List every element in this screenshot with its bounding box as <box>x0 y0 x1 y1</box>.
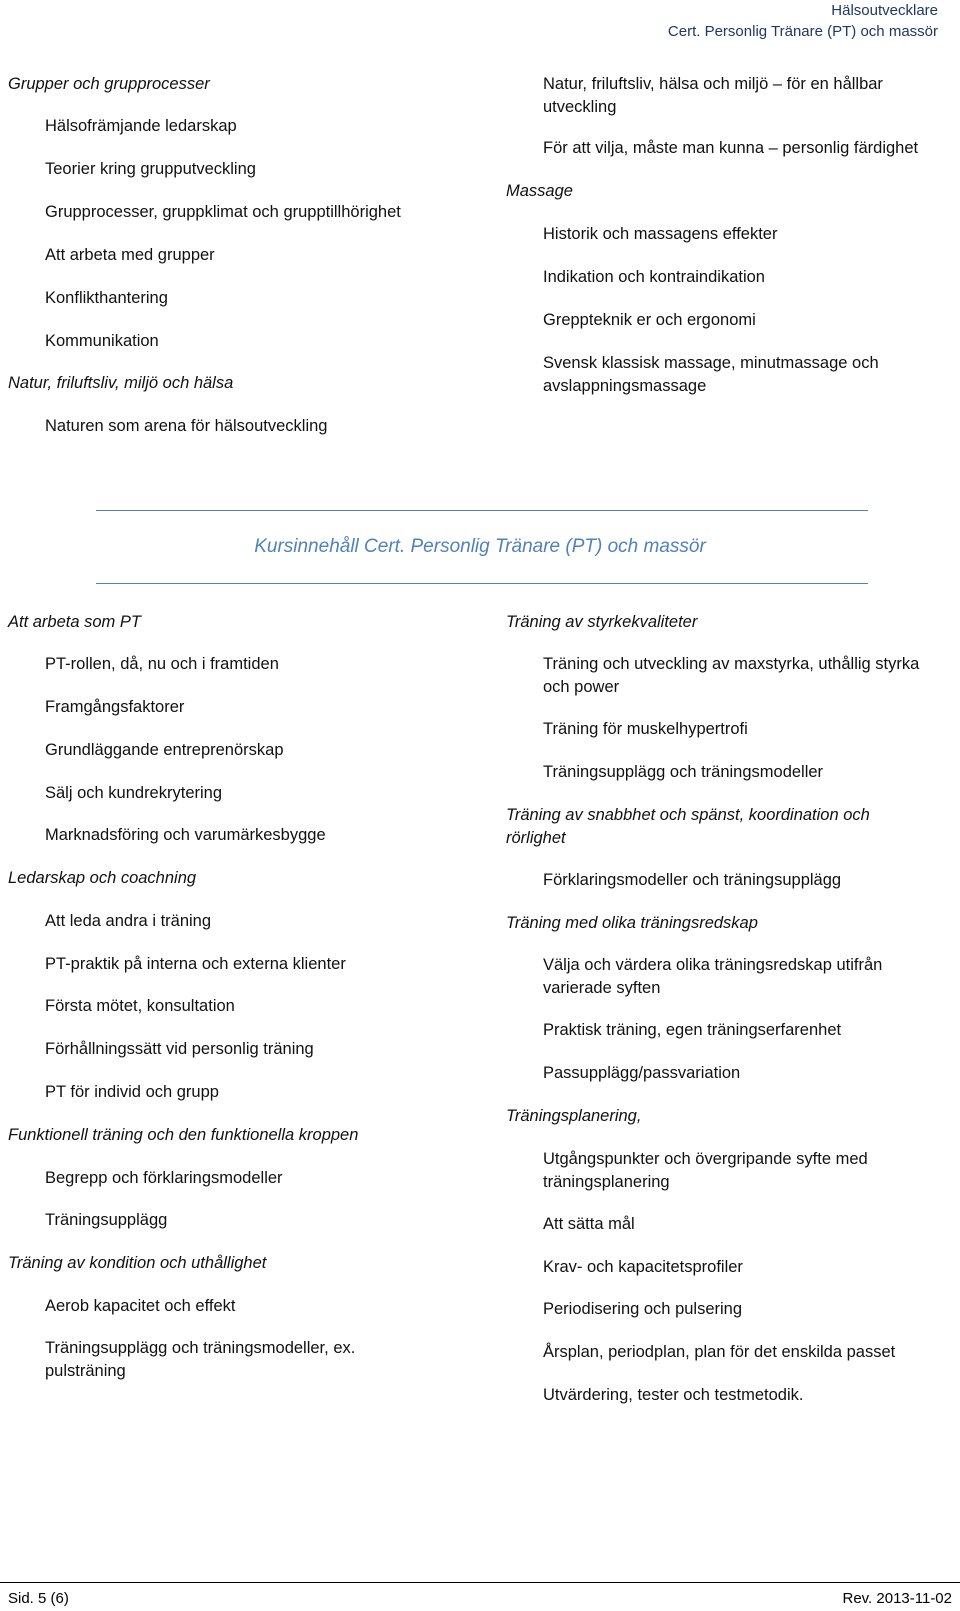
list-item <box>45 287 168 310</box>
item-text: Årsplan, periodplan, plan för det enskilda passet <box>543 1343 896 1361</box>
list-item <box>45 1337 355 1383</box>
item-text: Att arbeta som PT <box>8 613 141 631</box>
list-item <box>45 824 326 847</box>
list-item <box>543 869 841 892</box>
footer-revision: Rev. 2013-11-02 <box>842 1590 952 1607</box>
section-heading <box>8 372 233 395</box>
item-text: Massage <box>506 182 573 200</box>
item-text: Praktisk träning, egen träningserfarenhet <box>543 1021 842 1039</box>
item-text: PT-rollen, då, nu och i framtiden <box>45 655 279 673</box>
list-item <box>543 1019 841 1042</box>
item-text: Utgångspunkter och övergripande syfte med <box>543 1150 868 1168</box>
item-text-continued: varierade syften <box>543 979 661 997</box>
list-item <box>543 137 918 160</box>
item-text: Teorier kring grupputveckling <box>45 160 256 178</box>
section-rule-top <box>96 510 868 511</box>
item-text: Grupper och grupprocesser <box>8 75 210 93</box>
item-text: Träning av snabbhet och spänst, koordination och <box>506 806 870 824</box>
list-item <box>45 782 222 805</box>
item-text: Krav- och kapacitetsprofiler <box>543 1258 743 1276</box>
list-item <box>45 1167 283 1190</box>
item-text: Att sätta mål <box>543 1215 635 1233</box>
list-item <box>543 718 748 741</box>
item-text: Utvärdering, tester och testmetodik. <box>543 1386 804 1404</box>
list-item <box>45 1295 235 1318</box>
list-item <box>45 653 279 676</box>
section-heading <box>506 611 697 634</box>
item-text: Att arbeta med grupper <box>45 246 215 264</box>
section-heading <box>8 611 141 634</box>
list-item <box>45 1209 167 1232</box>
list-item <box>45 330 159 353</box>
list-item <box>543 1256 743 1279</box>
list-item <box>543 309 756 332</box>
item-text-continued: rörlighet <box>506 829 566 847</box>
list-item <box>543 223 777 246</box>
item-text: Förklaringsmodeller och träningsupplägg <box>543 871 842 889</box>
item-text: Grundläggande entreprenörskap <box>45 741 284 759</box>
footer-page-number: Sid. 5 (6) <box>8 1590 69 1607</box>
item-text: Träningsupplägg och träningsmodeller, ex. <box>45 1339 356 1357</box>
list-item <box>45 201 401 224</box>
item-text: Naturen som arena för hälsoutveckling <box>45 417 328 435</box>
item-text: Kommunikation <box>45 332 159 350</box>
list-item <box>543 761 823 784</box>
list-item <box>45 953 346 976</box>
list-item <box>45 995 235 1018</box>
list-item <box>543 266 765 289</box>
section-heading <box>506 180 573 203</box>
list-item <box>543 73 883 119</box>
item-text-continued: och power <box>543 678 620 696</box>
item-text: Träning för muskelhypertrofi <box>543 720 748 738</box>
section-heading <box>506 804 870 850</box>
list-item <box>543 1213 635 1236</box>
item-text: Träning av styrkekvaliteter <box>506 613 698 631</box>
list-item <box>45 1038 314 1061</box>
list-item <box>543 1062 740 1085</box>
header-subtitle: Cert. Personlig Tränare (PT) och massör <box>667 23 938 40</box>
section-heading <box>8 867 196 890</box>
section-heading <box>506 912 758 935</box>
item-text: Konflikthantering <box>45 289 168 307</box>
item-text: Natur, friluftsliv, hälsa och miljö – för en hållbar <box>543 75 883 93</box>
list-item <box>543 954 882 1000</box>
item-text: Välja och värdera olika träningsredskap utifrån <box>543 956 883 974</box>
item-text: Indikation och kontraindikation <box>543 268 765 286</box>
page-header <box>668 0 938 42</box>
item-text: Greppteknik er och ergonomi <box>543 311 756 329</box>
section-rule-bottom <box>96 583 868 584</box>
list-item <box>45 115 237 138</box>
item-text: Svensk klassisk massage, minutmassage och <box>543 354 879 372</box>
item-text-continued: utveckling <box>543 98 617 116</box>
item-text: Natur, friluftsliv, miljö och hälsa <box>8 374 234 392</box>
list-item <box>543 1341 895 1364</box>
item-text: Träning med olika träningsredskap <box>506 914 758 932</box>
section-heading <box>8 1124 358 1147</box>
list-item <box>543 1384 803 1407</box>
item-text: Aerob kapacitet och effekt <box>45 1297 236 1315</box>
list-item <box>543 1148 868 1194</box>
item-text: Begrepp och förklaringsmodeller <box>45 1169 283 1187</box>
item-text: Framgångsfaktorer <box>45 698 185 716</box>
list-item <box>45 158 256 181</box>
list-item <box>45 910 211 933</box>
item-text: Träningsupplägg och träningsmodeller <box>543 763 824 781</box>
item-text: För att vilja, måste man kunna – personlig färdighet <box>543 139 919 157</box>
item-text: PT-praktik på interna och externa klienter <box>45 955 346 973</box>
list-item <box>543 653 919 699</box>
section-heading <box>8 73 210 96</box>
item-text: Hälsofrämjande ledarskap <box>45 117 237 135</box>
item-text: Första mötet, konsultation <box>45 997 235 1015</box>
item-text: Att leda andra i träning <box>45 912 212 930</box>
footer-rule <box>0 1582 960 1583</box>
list-item <box>45 696 184 719</box>
section-heading <box>8 1252 266 1275</box>
item-text: Sälj och kundrekrytering <box>45 784 223 802</box>
section-title: Kursinnehåll Cert. Personlig Tränare (PT) och massör <box>254 536 706 557</box>
section-heading <box>506 1105 641 1128</box>
list-item <box>45 415 327 438</box>
item-text-continued: pulsträning <box>45 1362 126 1380</box>
item-text-continued: avslappningsmassage <box>543 377 707 395</box>
item-text: Träningsupplägg <box>45 1211 168 1229</box>
item-text: Historik och massagens effekter <box>543 225 778 243</box>
item-text: Träning av kondition och uthållighet <box>8 1254 267 1272</box>
list-item <box>543 352 879 398</box>
list-item <box>45 244 215 267</box>
item-text: Träning och utveckling av maxstyrka, uthållig styrka <box>543 655 920 673</box>
item-text: Grupprocesser, gruppklimat och grupptillhörighet <box>45 203 401 221</box>
list-item <box>45 739 284 762</box>
header-title: Hälsoutvecklare <box>831 2 938 19</box>
item-text: Träningsplanering, <box>506 1107 642 1125</box>
item-text: Funktionell träning och den funktionella kroppen <box>8 1126 359 1144</box>
item-text: Marknadsföring och varumärkesbygge <box>45 826 326 844</box>
item-text: Periodisering och pulsering <box>543 1300 743 1318</box>
item-text: Förhållningssätt vid personlig träning <box>45 1040 314 1058</box>
item-text: Ledarskap och coachning <box>8 869 197 887</box>
item-text: Passupplägg/passvariation <box>543 1064 741 1082</box>
list-item <box>45 1081 219 1104</box>
list-item <box>543 1298 742 1321</box>
item-text: PT för individ och grupp <box>45 1083 219 1101</box>
item-text-continued: träningsplanering <box>543 1173 670 1191</box>
